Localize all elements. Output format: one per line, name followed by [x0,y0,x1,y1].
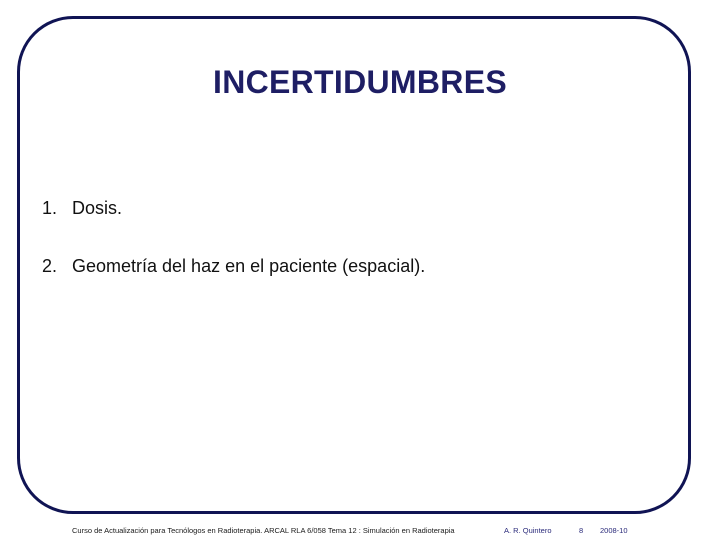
footer-author: A. R. Quintero [504,526,552,535]
list-item-number: 2. [42,256,58,276]
bullet-list [42,196,425,278]
footer-date: 2008-10 [600,526,628,535]
footer-page-number: 8 [579,526,584,535]
list-item-number: 1. [42,198,58,218]
list-item [42,254,425,278]
list-item-text: Dosis. [72,198,123,218]
footer-course-text: Curso de Actualización para Tecnólogos en Radioterapia. ARCAL RLA 6/058 Tema 12 : Simulación en Radioterapia [72,526,455,535]
list-item-text: Geometría del haz en el paciente (espacial). [72,256,426,276]
slide-title: INCERTIDUMBRES [213,64,507,100]
list-item [42,196,425,220]
